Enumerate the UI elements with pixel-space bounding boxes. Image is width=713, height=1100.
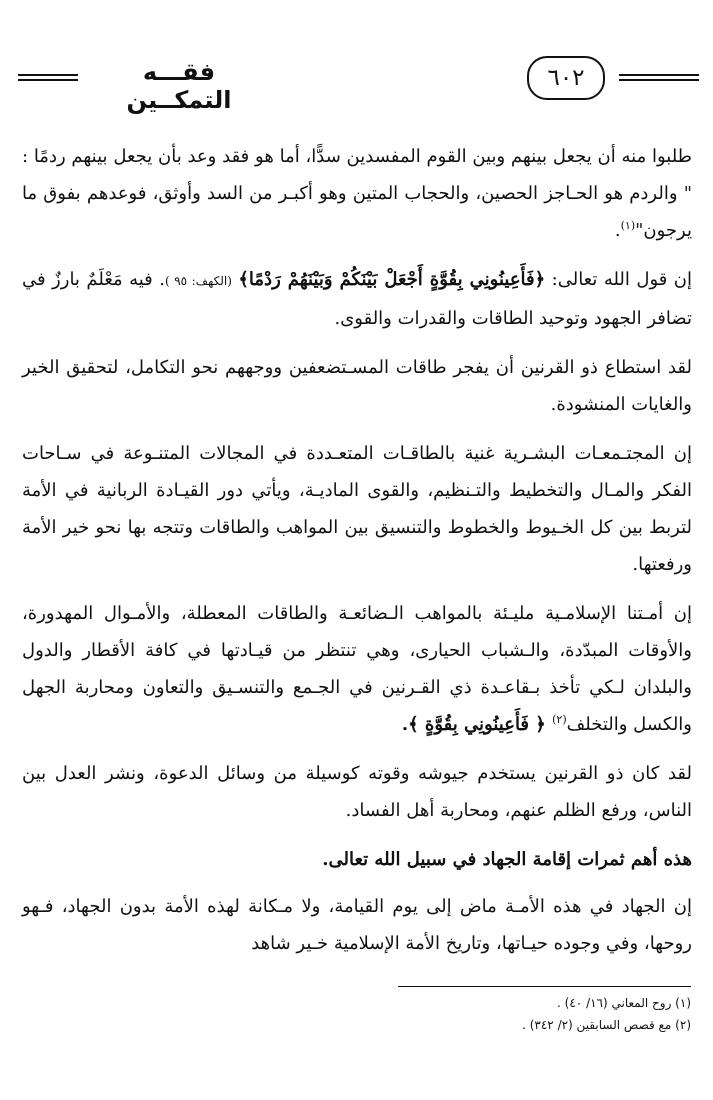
paragraph-text: . فيه مَعْلَمٌ بارزٌ في تضافر الجهود وتوحيد الطاقات والقدرات والقوى. <box>22 269 692 329</box>
verse-reference: (الكهف: ٩٥ ) <box>164 274 232 288</box>
paragraph-text: إن قول الله تعالى: <box>545 269 693 290</box>
page-header <box>14 56 699 114</box>
paragraph: لقد استطاع ذو القرنين أن يفجر طاقات المسـتضعفين ووجههم نحو التكامل، لتحقيق الخير والغايات المنشودة. <box>22 357 692 415</box>
header-rule <box>18 74 78 76</box>
footnote: (٢) مع قصص السابقين (٢/ ٣٤٢) . <box>522 1018 691 1032</box>
quran-verse: ﴿ فَأَعِينُونِي بِقُوَّةٍ ﴾. <box>401 714 553 735</box>
footnote-separator <box>398 986 691 987</box>
paragraph: إن المجتـمعـات البشـرية غنية بالطاقـات المتعـددة في المجالات المتنـوعة في سـاحات الفكر والمـال والتخطيط والتـنظيم، والقوى الماديـة، ويأتي دور القيـادة الربانية في الأمة لتربط بين كل الخـيوط والخطوط والتنسيق بين المواهب والطاقات وتتجه بها نحو خير الأمة ورفعتها. <box>22 443 692 575</box>
running-title: فقـــه التمكــين <box>126 58 232 114</box>
header-rule <box>18 79 78 81</box>
paragraph: طلبوا منه أن يجعل بينهم وبين القوم المفسدين سدًّا، أما هو فقد وعد بأن يجعل بينهم ردمًا : " والردم هو الحـاجز الحصين، والحجاب المتين وهو أكبـر من السد وأوثق، فوعدهم بفوق ما يرجون"$^{(١)}$. <box>22 146 692 241</box>
paragraph-text: طلبوا منه أن يجعل بينهم وبين القوم المفسدين سدًّا، أما هو فقد وعد بأن يجعل بينهم ردمًا : " والردم هو الحـاجز الحصين، والحجاب المتين وهو أكبـر من السد وأوثق، فوعدهم بفوق ما يرجون" <box>22 146 692 241</box>
paragraph-text: إن أمـتنا الإسلامـية مليـئة بالمواهب الـضائعـة والطاقات المعطلة، والأمـوال المهدورة، والأوقات المبدّدة، والـشباب الحيارى، وهي تنتظر من قيـادتها في كافة الأقطار والدول والبلدان لـكي تأخذ بـقاعـدة ذي القـرنين في الجـمع والتنسـيق والتعاون ومحاربة الجهل والكسل والتخلف <box>22 603 692 735</box>
footnote-marker[interactable]: (٢) <box>552 713 567 726</box>
footnotes <box>291 992 691 1036</box>
body-text <box>22 138 692 974</box>
footnote-marker[interactable]: (١) <box>620 219 636 232</box>
paragraph <box>22 261 692 337</box>
footnote: (١) روح المعاني (١٦/ ٤٠) . <box>557 996 691 1010</box>
section-heading: هذه أهم ثمرات إقامة الجهاد في سبيل الله تعالى. <box>322 849 692 870</box>
header-rule <box>619 74 699 76</box>
header-rule <box>619 79 699 81</box>
paragraph: إن الجهاد في هذه الأمـة ماض إلى يوم القيامة، ولا مـكانة لهذه الأمة بدون الجهاد، فـهو روحها، وفي وجوده حيـاتها، وتاريخ الأمة الإسلامية خـير شاهد <box>22 896 692 954</box>
page-number: ٦٠٢ <box>527 56 605 100</box>
paragraph <box>22 595 692 743</box>
paragraph: لقد كان ذو القرنين يستخدم جيوشه وقوته كوسيلة من وسائل الدعوة، ونشر العدل بين الناس، ورفع الظلم عنهم، ومحاربة أهل الفساد. <box>22 763 692 821</box>
quran-verse: ﴿فَأَعِينُونِي بِقُوَّةٍ أَجْعَلْ بَيْنَكُمْ وَبَيْنَهُمْ رَدْمًا﴾ <box>238 269 546 290</box>
